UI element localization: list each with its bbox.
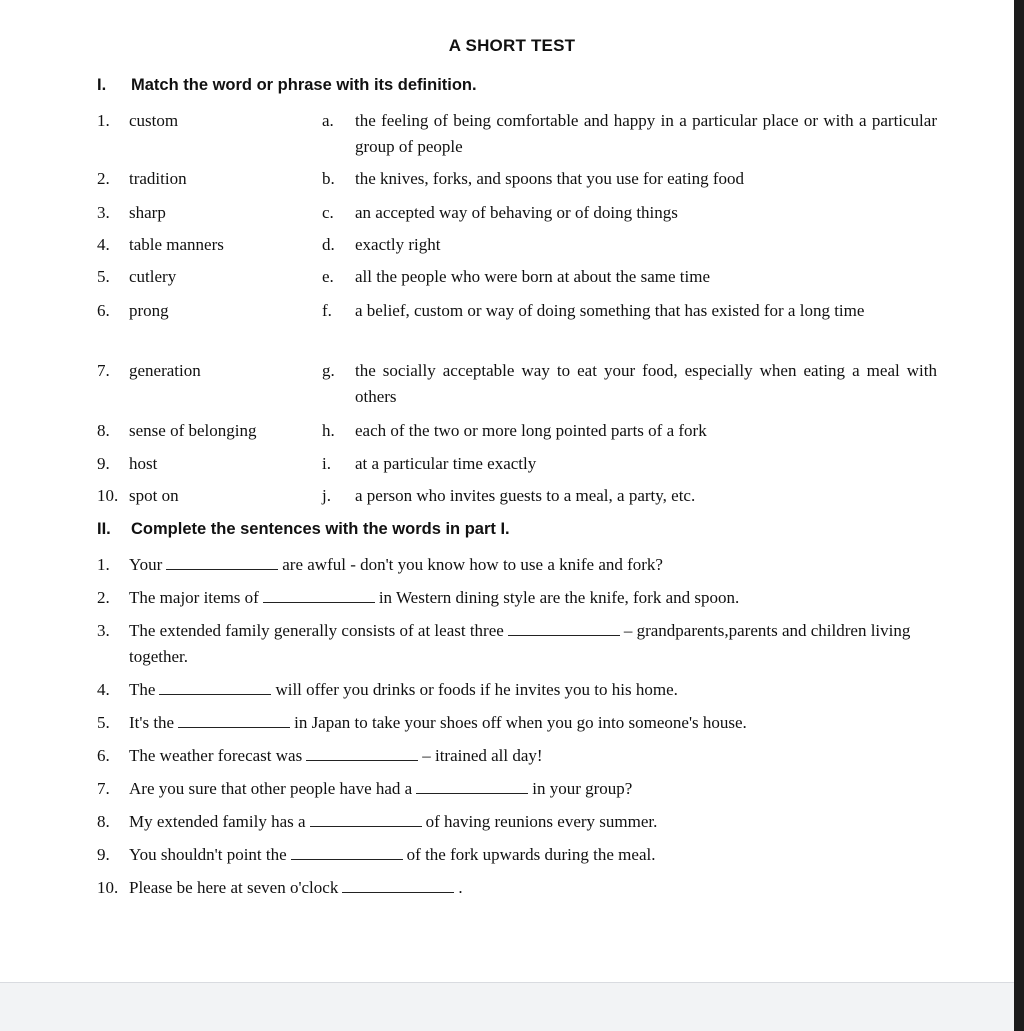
definition-letter: j.: [322, 486, 331, 505]
sentence-text: [129, 552, 939, 578]
sentence-before: Your: [129, 555, 163, 574]
sentence-after: in Japan to take your shoes off when you go into someone's house.: [294, 713, 747, 732]
definition-letter: c.: [322, 203, 334, 222]
part2-heading-text: Complete the sentences with the words in part I.: [131, 520, 510, 538]
answer-blank[interactable]: [416, 776, 528, 794]
part2-heading: [97, 520, 510, 539]
sentence-number: 2.: [97, 588, 110, 607]
definition-text: the feeling of being comfortable and happy in a particular place or with a particular group of people: [355, 111, 937, 156]
definition-letter: f.: [322, 301, 332, 320]
sentence-number: 8.: [97, 812, 110, 831]
sentence-before: The weather forecast was: [129, 746, 303, 765]
definition-letter: d.: [322, 235, 335, 254]
definition-text: the knives, forks, and spoons that you use for eating food: [355, 169, 745, 188]
sentence-before: My extended family has a: [129, 812, 306, 831]
word-term: spot on: [129, 486, 179, 505]
definition-text: a person who invites guests to a meal, a party, etc.: [355, 486, 696, 505]
definition-letter: b.: [322, 169, 335, 188]
word-number: 3.: [97, 203, 110, 222]
word-number: 2.: [97, 169, 110, 188]
answer-blank[interactable]: [306, 743, 418, 761]
word-term: tradition: [129, 169, 187, 188]
sentence-number: 5.: [97, 713, 110, 732]
sentence-after: .: [458, 878, 463, 897]
part1-heading: [97, 76, 477, 95]
sentence-text: [129, 875, 939, 901]
sentence-before: Are you sure that other people have had a: [129, 779, 413, 798]
sentence-before: The: [129, 680, 156, 699]
definition-letter: a.: [322, 111, 334, 130]
definition-text: the socially acceptable way to eat your food, especially when eating a meal with others: [355, 361, 937, 406]
sentence-text: [129, 809, 939, 835]
sentence-number: 9.: [97, 845, 110, 864]
word-term: sharp: [129, 203, 166, 222]
word-term: host: [129, 454, 158, 473]
sentence-text: [129, 618, 939, 670]
sentence-text: [129, 677, 939, 703]
sentence-number: 3.: [97, 621, 110, 640]
sentence-after: – grandparents,parents and children living together.: [129, 621, 911, 666]
sentence-text: [129, 776, 939, 802]
definition-letter: h.: [322, 421, 335, 440]
word-number: 9.: [97, 454, 110, 473]
sentence-text: [129, 710, 939, 736]
word-term: prong: [129, 301, 169, 320]
sentence-after: are awful - don't you know how to use a knife and fork?: [282, 555, 663, 574]
sentence-text: [129, 585, 939, 611]
definition-letter: e.: [322, 267, 334, 286]
sentence-before: Please be here at seven o'clock: [129, 878, 339, 897]
word-number: 5.: [97, 267, 110, 286]
sentence-before: The extended family generally consists of at least three: [129, 621, 504, 640]
definition-text: at a particular time exactly: [355, 454, 537, 473]
sentence-after: in your group?: [532, 779, 633, 798]
word-number: 8.: [97, 421, 110, 440]
viewer-footer-bar: [0, 982, 1014, 1031]
definition-letter: g.: [322, 361, 335, 380]
word-number: 4.: [97, 235, 110, 254]
part1-heading-text: Match the word or phrase with its definition.: [131, 76, 477, 94]
answer-blank[interactable]: [291, 842, 403, 860]
sentence-before: You shouldn't point the: [129, 845, 287, 864]
definition-text: each of the two or more long pointed parts of a fork: [355, 421, 707, 440]
sentence-number: 1.: [97, 555, 110, 574]
sentence-after: will offer you drinks or foods if he invites you to his home.: [275, 680, 678, 699]
answer-blank[interactable]: [263, 585, 375, 603]
sentence-after: in Western dining style are the knife, fork and spoon.: [378, 588, 740, 607]
sentence-after: – itrained all day!: [422, 746, 543, 765]
sentence-before: The major items of: [129, 588, 259, 607]
answer-blank[interactable]: [342, 875, 454, 893]
definition-text: all the people who were born at about the same time: [355, 267, 710, 286]
word-term: custom: [129, 111, 179, 130]
sentence-after: of the fork upwards during the meal.: [406, 845, 656, 864]
definition-letter: i.: [322, 454, 331, 473]
definition-text: exactly right: [355, 235, 441, 254]
answer-blank[interactable]: [508, 618, 620, 636]
word-term: generation: [129, 361, 201, 380]
sentence-after: of having reunions every summer.: [425, 812, 658, 831]
word-number: 1.: [97, 111, 110, 130]
sentence-before: It's the: [129, 713, 175, 732]
sentence-number: 7.: [97, 779, 110, 798]
sentence-text: [129, 743, 939, 769]
part1-numeral: I.: [97, 76, 107, 94]
sentence-text: [129, 842, 939, 868]
definition-text: a belief, custom or way of doing something that has existed for a long time: [355, 301, 865, 320]
answer-blank[interactable]: [178, 710, 290, 728]
definition-text: an accepted way of behaving or of doing things: [355, 203, 678, 222]
word-number: 6.: [97, 301, 110, 320]
page-title: A SHORT TEST: [448, 36, 576, 55]
sentence-number: 4.: [97, 680, 110, 699]
sentence-number: 10.: [97, 878, 119, 897]
sentence-number: 6.: [97, 746, 110, 765]
answer-blank[interactable]: [310, 809, 422, 827]
answer-blank[interactable]: [166, 552, 278, 570]
word-term: table manners: [129, 235, 224, 254]
right-edge-border: [1014, 0, 1024, 1031]
word-term: sense of belonging: [129, 421, 257, 440]
answer-blank[interactable]: [159, 677, 271, 695]
word-term: cutlery: [129, 267, 177, 286]
part2-numeral: II.: [97, 520, 111, 538]
word-number: 10.: [97, 486, 119, 505]
word-number: 7.: [97, 361, 110, 380]
